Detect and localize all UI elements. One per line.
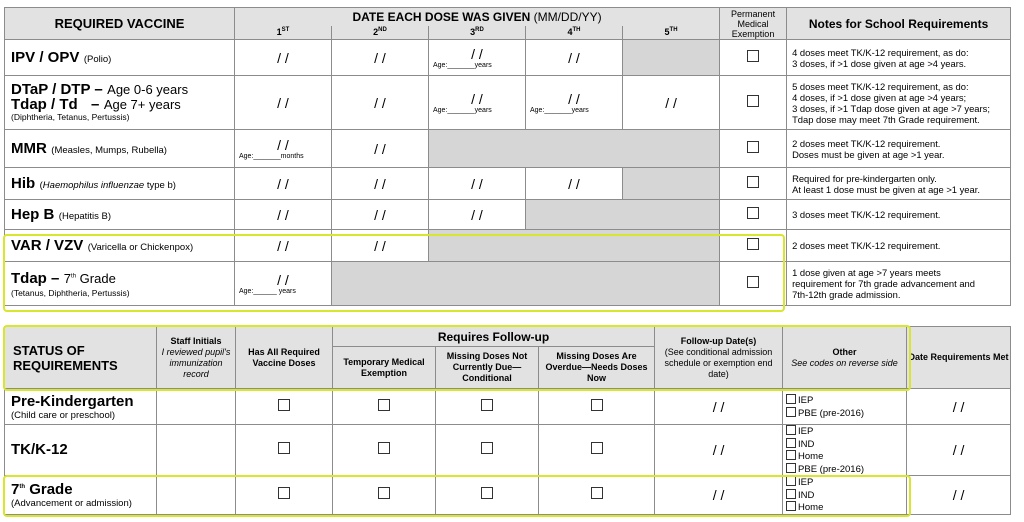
temporary-checkbox[interactable] bbox=[333, 389, 436, 425]
date-met-header: Date Requirements Met bbox=[907, 327, 1011, 389]
notes-mmr: 2 doses meet TK/K-12 requirement. Doses must be given at age >1 year. bbox=[787, 130, 1011, 168]
vaccine-name-hepb: Hep B (Hepatitis B) bbox=[5, 200, 235, 230]
vaccine-row-hepb bbox=[5, 200, 1011, 230]
date-field-with-age[interactable]: / / Age:_______months bbox=[235, 130, 332, 168]
date-field[interactable]: / / bbox=[526, 168, 623, 200]
vaccine-row-hib bbox=[5, 168, 1011, 200]
follow-up-date-field[interactable]: / / bbox=[655, 389, 783, 425]
status-header: STATUS OF REQUIREMENTS bbox=[5, 327, 157, 389]
vaccine-name-mmr: MMR (Measles, Mumps, Rubella) bbox=[5, 130, 235, 168]
missing-not-due-checkbox[interactable] bbox=[436, 389, 539, 425]
vaccine-row-var bbox=[5, 230, 1011, 262]
date-field[interactable]: / / bbox=[526, 40, 623, 76]
exemption-checkbox[interactable] bbox=[720, 262, 787, 306]
vaccine-name-var: VAR / VZV (Varicella or Chickenpox) bbox=[5, 230, 235, 262]
missing-overdue-header: Missing Doses Are Overdue—Needs Doses Now bbox=[539, 347, 655, 389]
other-options bbox=[783, 476, 907, 515]
has-all-checkbox[interactable] bbox=[236, 476, 333, 515]
vaccine-name-dtap: DTaP / DTP – Age 0-6 years Tdap / Td – Age 7+ years (Diphtheria, Tetanus, Pertussis) bbox=[5, 76, 235, 130]
other-option[interactable]: Home bbox=[783, 501, 906, 514]
dose-2-header: 2ND bbox=[332, 26, 429, 40]
requires-follow-up-header: Requires Follow-up bbox=[333, 327, 655, 347]
exemption-checkbox[interactable] bbox=[720, 40, 787, 76]
required-vaccine-header: REQUIRED VACCINE bbox=[5, 8, 235, 40]
staff-initials-header: Staff Initials I reviewed pupil's immunization record bbox=[157, 327, 236, 389]
vaccine-name-tdap-7th: Tdap – 7th Grade (Tetanus, Diphtheria, Pertussis) bbox=[5, 262, 235, 306]
date-field-with-age[interactable]: / / Age:______ years bbox=[235, 262, 332, 306]
other-option[interactable]: IEP bbox=[783, 394, 906, 407]
date-field[interactable]: / / bbox=[429, 168, 526, 200]
date-given-header bbox=[235, 8, 720, 26]
status-name-tk12: TK/K-12 bbox=[5, 425, 157, 476]
exemption-checkbox[interactable] bbox=[720, 130, 787, 168]
shaded-cell bbox=[332, 262, 720, 306]
vaccine-name-ipv: IPV / OPV (Polio) bbox=[5, 40, 235, 76]
follow-up-date-field[interactable]: / / bbox=[655, 476, 783, 515]
missing-not-due-header: Missing Doses Not Currently Due—Conditional bbox=[436, 347, 539, 389]
date-field[interactable]: / / bbox=[235, 230, 332, 262]
notes-hib: Required for pre-kindergarten only. At least 1 dose must be given at age >1 year. bbox=[787, 168, 1011, 200]
has-all-header: Has All Required Vaccine Doses bbox=[236, 327, 333, 389]
vaccine-row-dtap bbox=[5, 76, 1011, 130]
staff-initials-field[interactable] bbox=[157, 476, 236, 515]
follow-up-date-field[interactable]: / / bbox=[655, 425, 783, 476]
exemption-checkbox[interactable] bbox=[720, 230, 787, 262]
date-field[interactable]: / / bbox=[332, 230, 429, 262]
temporary-checkbox[interactable] bbox=[333, 476, 436, 515]
status-name-prek: Pre-Kindergarten (Child care or preschool) bbox=[5, 389, 157, 425]
date-field-with-age[interactable]: / / Age:_______years bbox=[526, 76, 623, 130]
missing-overdue-checkbox[interactable] bbox=[539, 476, 655, 515]
missing-overdue-checkbox[interactable] bbox=[539, 389, 655, 425]
date-field[interactable]: / / bbox=[332, 76, 429, 130]
dose-4-header: 4TH bbox=[526, 26, 623, 40]
other-option[interactable]: PBE (pre-2016) bbox=[783, 407, 906, 420]
dose-5-header: 5TH bbox=[623, 26, 720, 40]
date-field[interactable]: / / bbox=[235, 168, 332, 200]
date-field[interactable]: / / bbox=[623, 76, 720, 130]
date-format: (MM/DD/YY) bbox=[533, 9, 602, 24]
temporary-exemption-header: Temporary Medical Exemption bbox=[333, 347, 436, 389]
vaccine-name-hib: Hib (Haemophilus influenzae type b) bbox=[5, 168, 235, 200]
notes-var: 2 doses meet TK/K-12 requirement. bbox=[787, 230, 1011, 262]
date-field[interactable]: / / bbox=[332, 200, 429, 230]
notes-dtap: 5 doses meet TK/K-12 requirement, as do: 4 doses, if >1 dose given at age >4 years; 3 doses, if >1 Tdap dose given at age >7 years; Tdap dose may meet 7th Grade requirement. bbox=[787, 76, 1011, 130]
date-field[interactable]: / / bbox=[429, 200, 526, 230]
date-field[interactable]: / / bbox=[332, 168, 429, 200]
other-options bbox=[783, 425, 907, 476]
dose-1-header: 1ST bbox=[235, 26, 332, 40]
missing-overdue-checkbox[interactable] bbox=[539, 425, 655, 476]
status-name-grade7: 7th Grade (Advancement or admission) bbox=[5, 476, 157, 515]
other-option[interactable]: PBE (pre-2016) bbox=[783, 463, 906, 476]
temporary-checkbox[interactable] bbox=[333, 425, 436, 476]
notes-tdap-7th: 1 dose given at age >7 years meets requirement for 7th grade advancement and 7th-12th grade admission. bbox=[787, 262, 1011, 306]
status-row-tk12 bbox=[5, 425, 1011, 476]
date-field[interactable]: / / bbox=[235, 76, 332, 130]
notes-ipv: 4 doses meet TK/K-12 requirement, as do: 3 doses, if >1 dose given at age >4 years. bbox=[787, 40, 1011, 76]
dose-3-header: 3RD bbox=[429, 26, 526, 40]
other-options bbox=[783, 389, 907, 425]
other-option[interactable]: IND bbox=[783, 489, 906, 502]
shaded-cell bbox=[623, 168, 720, 200]
date-met-field[interactable]: / / bbox=[907, 476, 1011, 515]
other-option[interactable]: IEP bbox=[783, 476, 906, 489]
vaccine-row-mmr bbox=[5, 130, 1011, 168]
staff-initials-field[interactable] bbox=[157, 389, 236, 425]
vaccine-row-tdap-7th bbox=[5, 262, 1011, 306]
date-field-with-age[interactable]: / / Age:_______years bbox=[429, 40, 526, 76]
shaded-cell bbox=[429, 230, 720, 262]
other-option[interactable]: IND bbox=[783, 438, 906, 451]
missing-not-due-checkbox[interactable] bbox=[436, 425, 539, 476]
other-option[interactable]: Home bbox=[783, 450, 906, 463]
shaded-cell bbox=[623, 40, 720, 76]
other-option[interactable]: IEP bbox=[783, 425, 906, 438]
status-row-grade7 bbox=[5, 476, 1011, 515]
status-table bbox=[4, 326, 1011, 515]
date-met-field[interactable]: / / bbox=[907, 425, 1011, 476]
date-field-with-age[interactable]: / / Age:_______years bbox=[429, 76, 526, 130]
date-field[interactable]: / / bbox=[332, 40, 429, 76]
other-header: Other See codes on reverse side bbox=[783, 327, 907, 389]
date-met-field[interactable]: / / bbox=[907, 389, 1011, 425]
date-field[interactable]: / / bbox=[332, 130, 429, 168]
date-given-title: DATE EACH DOSE WAS GIVEN bbox=[352, 9, 531, 24]
notes-header: Notes for School Requirements bbox=[787, 8, 1011, 40]
has-all-checkbox[interactable] bbox=[236, 389, 333, 425]
missing-not-due-checkbox[interactable] bbox=[436, 476, 539, 515]
vaccine-row-ipv bbox=[5, 40, 1011, 76]
exemption-checkbox[interactable] bbox=[720, 76, 787, 130]
date-field[interactable]: / / bbox=[235, 40, 332, 76]
shaded-cell bbox=[429, 130, 720, 168]
has-all-checkbox[interactable] bbox=[236, 425, 333, 476]
exemption-checkbox[interactable] bbox=[720, 168, 787, 200]
exemption-checkbox[interactable] bbox=[720, 200, 787, 230]
vaccine-table bbox=[4, 7, 1011, 306]
date-field[interactable]: / / bbox=[235, 200, 332, 230]
exemption-header: Permanent Medical Exemption bbox=[720, 8, 787, 40]
status-row-prek bbox=[5, 389, 1011, 425]
shaded-cell bbox=[526, 200, 720, 230]
notes-hepb: 3 doses meet TK/K-12 requirement. bbox=[787, 200, 1011, 230]
follow-up-dates-header: Follow-up Date(s) (See conditional admission schedule or exemption end date) bbox=[655, 327, 783, 389]
staff-initials-field[interactable] bbox=[157, 425, 236, 476]
